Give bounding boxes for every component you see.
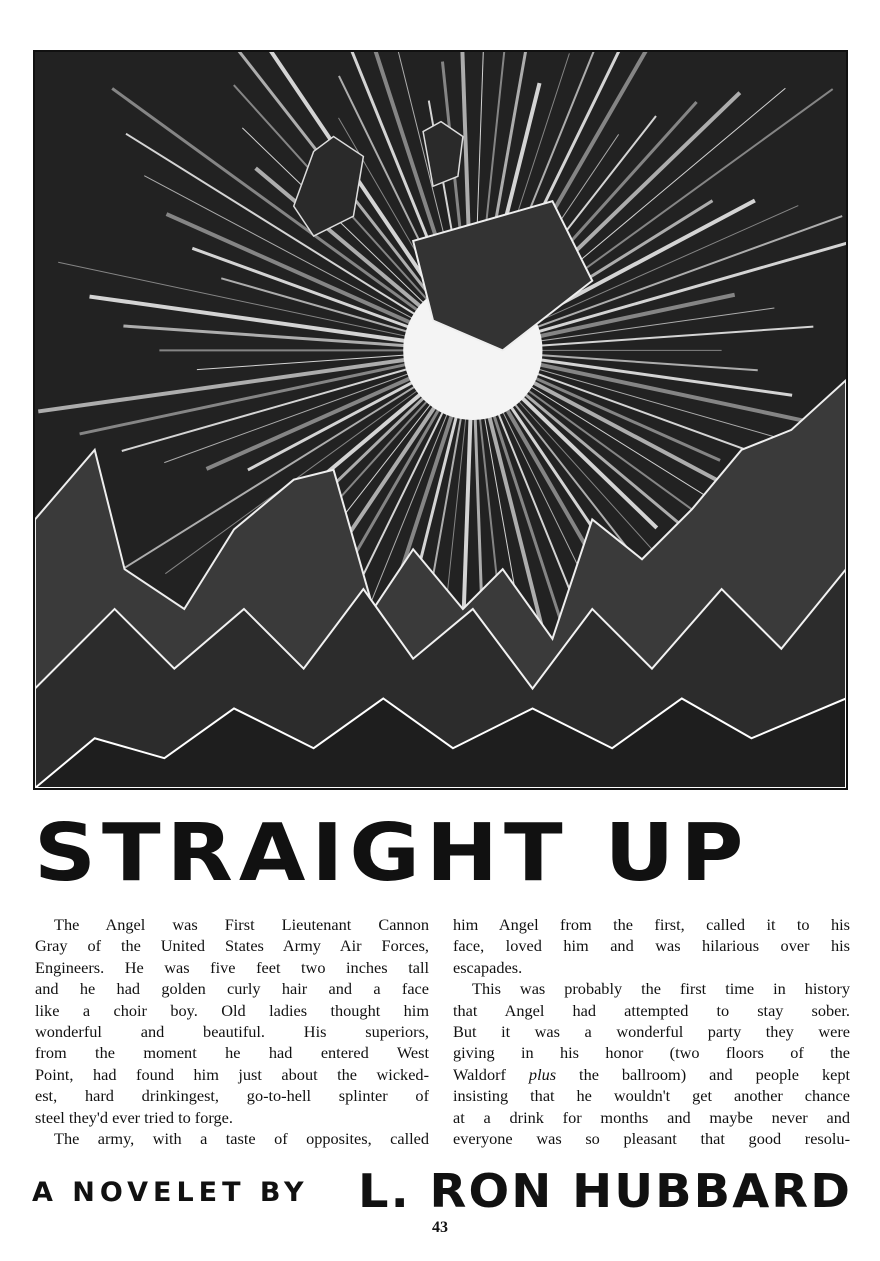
text-line: The Angel was First Lieutenant Cannon bbox=[54, 915, 429, 934]
text-line: The army, with a taste of opposites, called bbox=[54, 1129, 429, 1149]
text-line: Gray of the United States Army Air Forces, bbox=[35, 936, 429, 956]
text-line: insisting that he wouldn't get another chance bbox=[453, 1086, 850, 1106]
text-line: at a drink for months and maybe never and bbox=[453, 1107, 850, 1127]
text-line: steel they'd ever tried to forge. bbox=[35, 1107, 233, 1127]
text-line: Point, had found him just about the wicked- bbox=[35, 1064, 429, 1084]
text-line: But it was a wonderful party they were bbox=[453, 1022, 850, 1042]
text-line: from the moment he had entered West bbox=[35, 1043, 429, 1063]
text-line: him Angel from the first, called it to his bbox=[453, 915, 850, 934]
byline-author: L. RON HUBBARD bbox=[357, 1164, 852, 1218]
text-line: and he had golden curly hair and a face bbox=[35, 979, 429, 999]
text-line: like a choir boy. Old ladies thought him bbox=[35, 1000, 429, 1020]
text-line: giving in his honor (two floors of the bbox=[453, 1043, 850, 1063]
text-line: face, loved him and was hilarious over his bbox=[453, 936, 850, 956]
text-column-left bbox=[35, 914, 429, 1149]
illustration-explosion-over-mountains bbox=[33, 50, 848, 790]
text-column-right bbox=[453, 914, 850, 1149]
text-line: escapades. bbox=[453, 957, 523, 977]
text-line: Engineers. He was five feet two inches tall bbox=[35, 957, 429, 977]
text-line: This was probably the first time in history bbox=[472, 979, 850, 999]
page-number: 43 bbox=[432, 1219, 448, 1236]
story-title: STRAIGHT UP bbox=[34, 807, 750, 900]
text-line: that Angel had attempted to stay sober. bbox=[453, 1000, 850, 1020]
illustration-artwork bbox=[35, 52, 846, 788]
text-line: est, hard drinkingest, go-to-hell splinter of bbox=[35, 1086, 429, 1106]
text-line: everyone was so pleasant that good resolu- bbox=[453, 1129, 850, 1149]
text-line: Waldorf plus the ballroom) and people kept bbox=[453, 1064, 850, 1084]
byline-prefix: A NOVELET BY bbox=[32, 1177, 309, 1208]
byline bbox=[32, 1163, 852, 1219]
text-line: wonderful and beautiful. His superiors, bbox=[35, 1022, 429, 1042]
